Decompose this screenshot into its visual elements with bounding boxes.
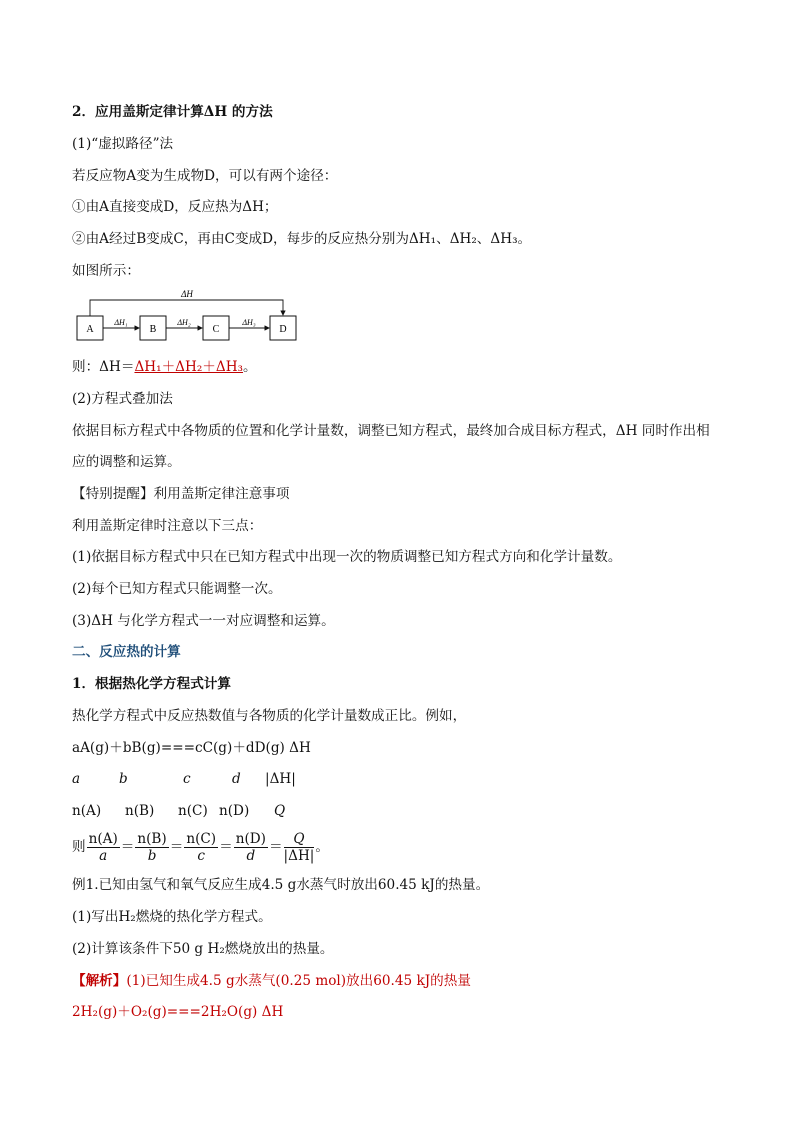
then-prefix: 则：ΔH＝ xyxy=(72,359,135,375)
ratio-fraction-d xyxy=(234,831,268,864)
ratio-num-c: n(C) xyxy=(186,831,217,847)
step-2-label: ΔH₂ xyxy=(177,318,191,327)
tip-item-3: (3)ΔH 与化学方程式一一对应调整和运算。 xyxy=(72,613,335,629)
ratio-num-q: Q xyxy=(284,831,315,848)
step-1-label: ΔH₁ xyxy=(114,318,128,327)
section-reaction-heat-calc-title: 二、反应热的计算 xyxy=(72,644,181,660)
tip-item-1: (1)依据目标方程式中只在已知方程式中出现一次的物质调整已知方程式方向和化学计量数。 xyxy=(72,549,622,565)
ratio-fraction-b xyxy=(135,831,168,864)
ratio-prefix: 则 xyxy=(72,839,86,855)
method-1-intro: 若反应物A变为生成物D，可以有两个途径： xyxy=(72,168,338,184)
coef-dh: |ΔH| xyxy=(265,771,296,787)
tip-intro: 利用盖斯定律时注意以下三点： xyxy=(72,518,263,534)
direct-path-label: ΔH xyxy=(181,289,193,299)
ratio-fraction-c xyxy=(184,831,218,864)
ratio-num-a: n(A) xyxy=(88,831,118,847)
question-1: (1)写出H₂燃烧的热化学方程式。 xyxy=(72,909,272,925)
analysis-label: 【解析】 xyxy=(72,973,127,989)
calc-1-title: 1．根据热化学方程式计算 xyxy=(72,676,231,692)
direct-path-arrow xyxy=(90,300,283,316)
ratio-den-b: b xyxy=(147,848,157,864)
amount-b: n(B) xyxy=(125,803,155,819)
amount-c: n(C) xyxy=(178,803,208,819)
coef-d: d xyxy=(232,771,241,787)
ratio-equation: 则 $\frac{n(A)}{a}$ ＝ $\frac{n(B)}{b}$ ＝ $\frac{n(C)}{c}$ ＝ $\frac{n(D)}{d}$ ＝ $\frac{Q}{|\Delta H|}$ 。 xyxy=(72,831,329,864)
hess-path-diagram xyxy=(72,285,312,345)
calc-1-text: 热化学方程式中反应热数值与各物质的化学计量数成正比。例如， xyxy=(72,708,467,724)
tip-item-2: (2)每个已知方程式只能调整一次。 xyxy=(72,581,282,597)
coef-c: c xyxy=(183,771,191,787)
section-2-title: 2．应用盖斯定律计算ΔH 的方法 xyxy=(72,104,273,120)
then-answer: ΔH₁＋ΔH₂＋ΔH₃ xyxy=(134,359,244,375)
coef-a: a xyxy=(72,771,81,787)
analysis-text: (1)已知生成4.5 g水蒸气(0.25 mol)放出60.45 kJ的热量 xyxy=(126,973,471,989)
box-a-label: A xyxy=(86,324,94,335)
question-2: (2)计算该条件下50 g H₂燃烧放出的热量。 xyxy=(72,941,334,957)
analysis-line xyxy=(72,971,730,991)
ratio-den-a: a xyxy=(99,848,108,864)
ratio-den-q: |ΔH| xyxy=(283,848,315,864)
ratio-num-d: n(D) xyxy=(235,831,266,847)
ratio-fraction-q xyxy=(284,831,315,864)
ratio-suffix: 。 xyxy=(315,839,329,855)
ratio-den-d: d xyxy=(246,848,256,864)
ratio-fraction-a xyxy=(87,831,120,864)
coef-b: b xyxy=(119,771,128,787)
amount-a: n(A) xyxy=(72,803,102,819)
ratio-num-b: n(B) xyxy=(137,831,167,847)
as-shown-label: 如图所示： xyxy=(72,263,140,279)
answer-equation: 2H₂(g)＋O₂(g)===2H₂O(g) ΔH xyxy=(72,1004,284,1020)
tip-title: 【特别提醒】利用盖斯定律注意事项 xyxy=(72,486,290,502)
ratio-den-c: c xyxy=(197,848,206,864)
then-result xyxy=(72,357,730,377)
amount-d: n(D) xyxy=(219,803,250,819)
path-2-text: ②由A经过B变成C，再由C变成D，每步的反应热分别为ΔH₁、ΔH₂、ΔH₃。 xyxy=(72,231,532,247)
box-b-label: B xyxy=(149,324,157,335)
path-1-text: ①由A直接变成D，反应热为ΔH； xyxy=(72,199,278,215)
example-1-text: 例1.已知由氢气和氧气反应生成4.5 g水蒸气时放出60.45 kJ的热量。 xyxy=(72,877,490,893)
method-1-title: (1)“虚拟路径”法 xyxy=(72,136,174,152)
method-2-title: (2)方程式叠加法 xyxy=(72,391,173,407)
method-2-text-line-1: 依据目标方程式中各物质的位置和化学计量数，调整已知方程式，最终加合成目标方程式，ΔH 同时作出相 xyxy=(72,423,710,439)
step-3-label: ΔH₃ xyxy=(242,318,256,327)
general-equation: aA(g)＋bB(g)===cC(g)＋dD(g) ΔH xyxy=(72,740,311,756)
box-d-label: D xyxy=(279,324,287,335)
box-c-label: C xyxy=(212,324,220,335)
amount-q: Q xyxy=(274,803,286,819)
method-2-text-line-2: 应的调整和运算。 xyxy=(72,454,181,470)
then-suffix: 。 xyxy=(243,359,257,375)
